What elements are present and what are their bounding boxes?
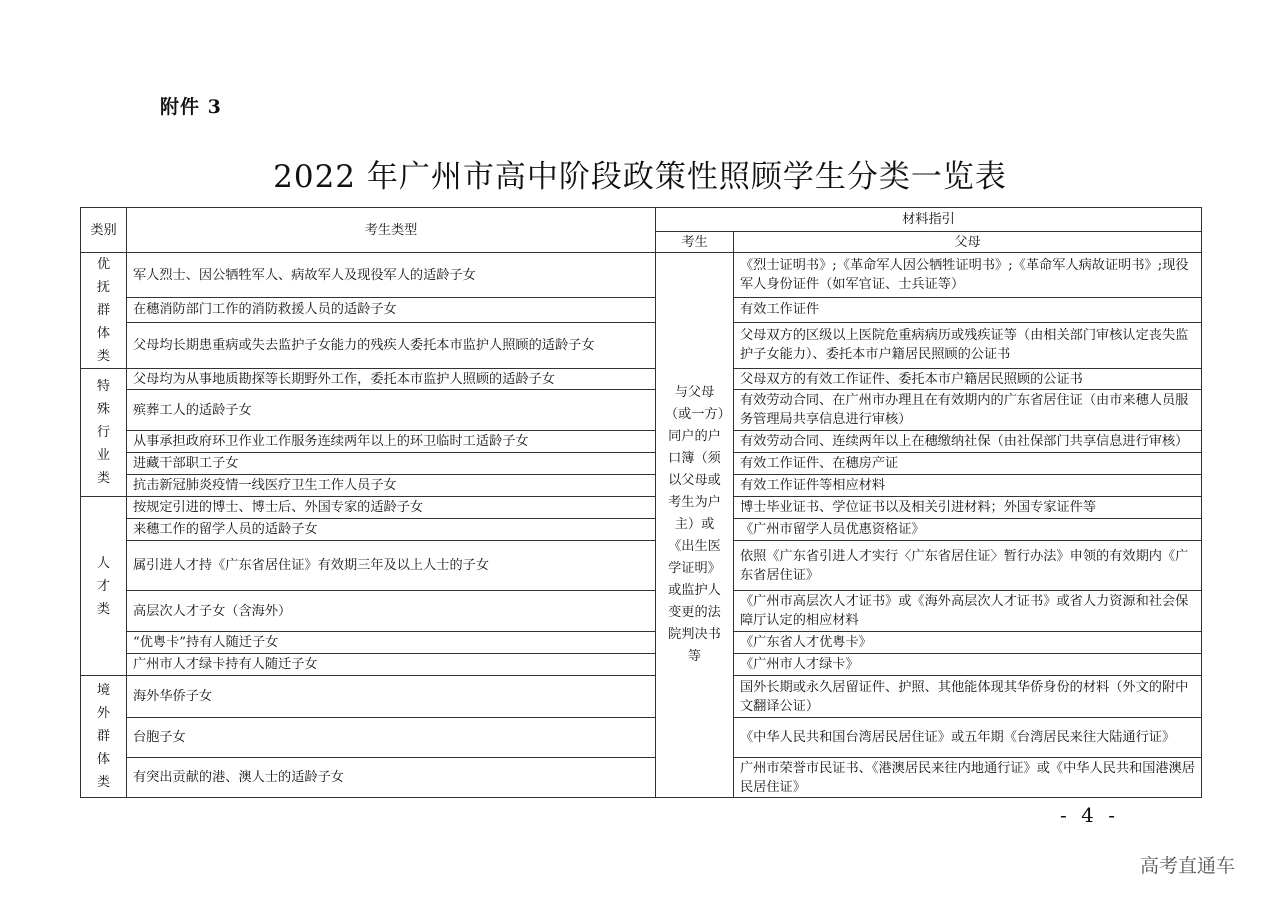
category-label: 境外群体类 bbox=[96, 683, 111, 790]
category-cell bbox=[81, 676, 127, 798]
category-cell bbox=[81, 497, 127, 676]
parents-material-cell: 有效劳动合同、在广州市办理且在有效期内的广东省居住证（由市来穗人员服务管理局共享信息进行审核） bbox=[734, 390, 1202, 431]
table-row bbox=[81, 253, 1202, 298]
student-type-cell: 进藏干部职工子女 bbox=[127, 453, 656, 475]
student-type-cell: 属引进人才持《广东省居住证》有效期三年及以上人士的子女 bbox=[127, 541, 656, 591]
parents-material-cell: 广州市荣誉市民证书、《港澳居民来往内地通行证》或《中华人民共和国港澳居民居住证》 bbox=[734, 758, 1202, 798]
student-material: 与父母（或一方）同户的户口簿（须以父母或考生为户主）或《出生医学证明》或监护人变更的法院判决书等 bbox=[664, 385, 725, 664]
parents-material-cell: 有效工作证件、在穗房产证 bbox=[734, 453, 1202, 475]
parents-material-cell: 《广州市人才绿卡》 bbox=[734, 654, 1202, 676]
header-student-type: 考生类型 bbox=[127, 208, 656, 253]
page-title: 2022 年广州市高中阶段政策性照顾学生分类一览表 bbox=[273, 159, 1007, 195]
table-row bbox=[81, 676, 1202, 718]
header-category: 类别 bbox=[81, 208, 127, 253]
student-type-cell: 父母均长期患重病或失去监护子女能力的残疾人委托本市监护人照顾的适龄子女 bbox=[127, 322, 656, 368]
policy-table bbox=[80, 207, 1202, 798]
parents-material-cell: 国外长期或永久居留证件、护照、其他能体现其华侨身份的材料（外文的附中文翻译公证） bbox=[734, 676, 1202, 718]
header-materials: 材料指引 bbox=[656, 208, 1202, 232]
table-row bbox=[81, 541, 1202, 591]
parents-material-cell: 博士毕业证书、学位证书以及相关引进材料；外国专家证件等 bbox=[734, 497, 1202, 519]
category-cell bbox=[81, 253, 127, 369]
student-type-cell: 军人烈士、因公牺牲军人、病故军人及现役军人的适龄子女 bbox=[127, 253, 656, 298]
table-row bbox=[81, 632, 1202, 654]
student-type-cell: 广州市人才绿卡持有人随迁子女 bbox=[127, 654, 656, 676]
student-type-cell: 殡葬工人的适龄子女 bbox=[127, 390, 656, 431]
header-parents: 父母 bbox=[734, 232, 1202, 253]
category-label: 优抚群体类 bbox=[96, 257, 111, 364]
category-cell bbox=[81, 369, 127, 497]
table-row bbox=[81, 322, 1202, 368]
parents-material-cell: 父母双方的区级以上医院危重病病历或残疾证等（由相关部门审核认定丧失监护子女能力）、委托本市户籍居民照顾的公证书 bbox=[734, 322, 1202, 368]
parents-material-cell: 父母双方的有效工作证件、委托本市户籍居民照顾的公证书 bbox=[734, 369, 1202, 390]
watermark: 高考直通车 bbox=[1140, 855, 1236, 877]
parents-material-cell: 《中华人民共和国台湾居民居住证》或五年期《台湾居民来往大陆通行证》 bbox=[734, 718, 1202, 758]
table-row bbox=[81, 390, 1202, 431]
category-label: 特殊行业类 bbox=[96, 379, 111, 486]
student-type-cell: 在穗消防部门工作的消防救援人员的适龄子女 bbox=[127, 298, 656, 322]
student-type-cell: 有突出贡献的港、澳人士的适龄子女 bbox=[127, 758, 656, 798]
table-row bbox=[81, 591, 1202, 632]
table-row bbox=[81, 298, 1202, 322]
parents-material-cell: 有效工作证件 bbox=[734, 298, 1202, 322]
parents-material-cell: 依照《广东省引进人才实行〈广东省居住证〉暂行办法》申领的有效期内《广东省居住证》 bbox=[734, 541, 1202, 591]
table-row bbox=[81, 475, 1202, 497]
table-row bbox=[81, 453, 1202, 475]
category-label: 人才类 bbox=[96, 555, 111, 617]
table-row bbox=[81, 497, 1202, 519]
student-type-cell: 高层次人才子女（含海外） bbox=[127, 591, 656, 632]
student-type-cell: 海外华侨子女 bbox=[127, 676, 656, 718]
parents-material-cell: 《广州市高层次人才证书》或《海外高层次人才证书》或省人力资源和社会保障厅认定的相应材料 bbox=[734, 591, 1202, 632]
student-type-cell: 台胞子女 bbox=[127, 718, 656, 758]
parents-material-cell: 《广东省人才优粤卡》 bbox=[734, 632, 1202, 654]
header-row-1 bbox=[81, 208, 1202, 232]
student-type-cell: 从事承担政府环卫作业工作服务连续两年以上的环卫临时工适龄子女 bbox=[127, 431, 656, 453]
table-row bbox=[81, 519, 1202, 541]
student-type-cell: 来穗工作的留学人员的适龄子女 bbox=[127, 519, 656, 541]
student-material-cell bbox=[656, 253, 734, 798]
table-row bbox=[81, 718, 1202, 758]
parents-material-cell: 《广州市留学人员优惠资格证》 bbox=[734, 519, 1202, 541]
page-number: - 4 - bbox=[1060, 803, 1119, 827]
student-type-cell: 父母均为从事地质勘探等长期野外工作，委托本市监护人照顾的适龄子女 bbox=[127, 369, 656, 390]
parents-material-cell: 有效工作证件等相应材料 bbox=[734, 475, 1202, 497]
table-row bbox=[81, 431, 1202, 453]
student-type-cell: 抗击新冠肺炎疫情一线医疗卫生工作人员子女 bbox=[127, 475, 656, 497]
parents-material-cell: 《烈士证明书》;《革命军人因公牺牲证明书》;《革命军人病故证明书》;现役军人身份证件（如军官证、士兵证等） bbox=[734, 253, 1202, 298]
table-row bbox=[81, 369, 1202, 390]
parents-material-cell: 有效劳动合同、连续两年以上在穗缴纳社保（由社保部门共享信息进行审核） bbox=[734, 431, 1202, 453]
attachment-label: 附件 3 bbox=[160, 96, 222, 118]
student-type-cell: “优粤卡”持有人随迁子女 bbox=[127, 632, 656, 654]
table-row bbox=[81, 654, 1202, 676]
student-type-cell: 按规定引进的博士、博士后、外国专家的适龄子女 bbox=[127, 497, 656, 519]
header-student: 考生 bbox=[656, 232, 734, 253]
table-row bbox=[81, 758, 1202, 798]
